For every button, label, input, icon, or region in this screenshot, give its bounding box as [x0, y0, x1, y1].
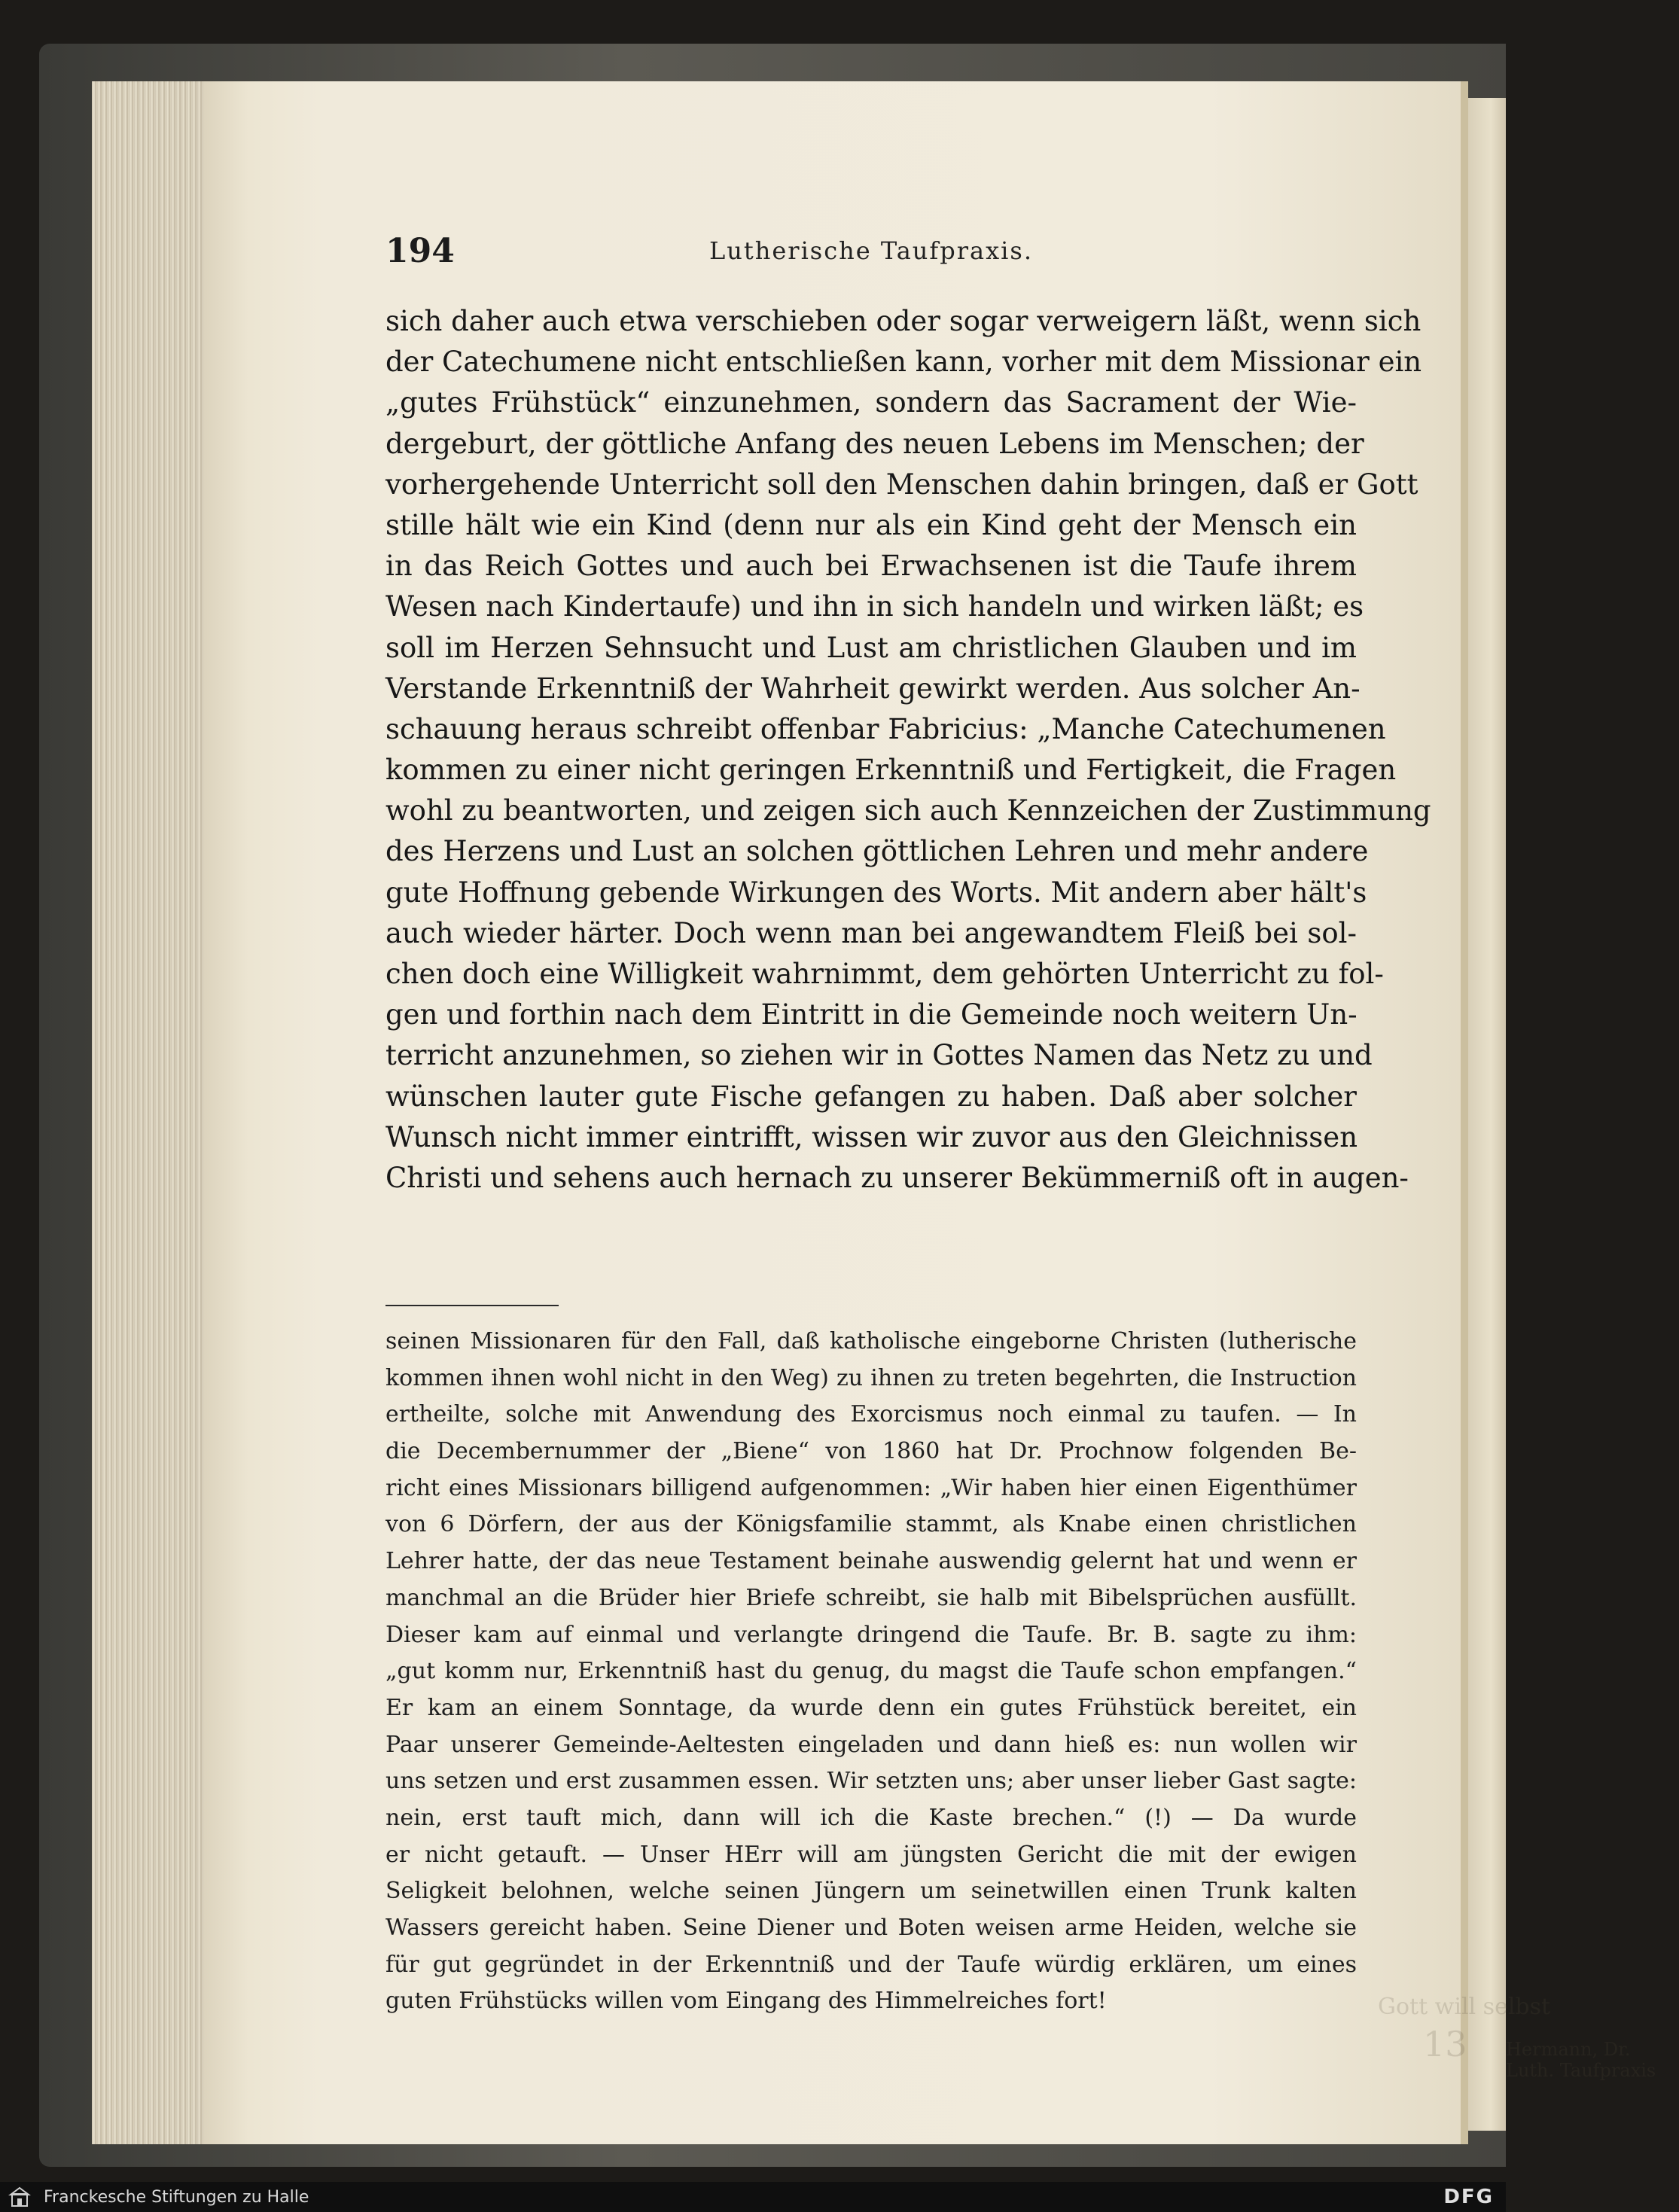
text-line: Wesen nach Kindertaufe) und ihn in sich handeln und wirken läßt; es: [385, 590, 1364, 623]
running-head: [385, 232, 1357, 285]
text-line: für gut gegründet in der Erkenntniß und der Taufe würdig erklären, um eines: [385, 1951, 1357, 1978]
text-line: Wassers gereicht haben. Seine Diener und Boten weisen arme Heiden, welche sie: [385, 1915, 1357, 1941]
text-line: stille hält wie ein Kind (denn nur als ein Kind geht der Mensch ein: [385, 508, 1357, 541]
text-line: wünschen lauter gute Fische gefangen zu haben. Daß aber solcher: [385, 1080, 1357, 1113]
text-line: richt eines Missionars billigend aufgenommen: „Wir haben hier einen Eigenthümer: [385, 1474, 1357, 1501]
text-line: von 6 Dörfern, der aus der Königsfamilie stammt, als Knabe einen christlichen: [385, 1511, 1357, 1538]
text-line: sich daher auch etwa verschieben oder sogar verweigern läßt, wenn sich: [385, 305, 1422, 337]
facing-page-edge: [1468, 98, 1506, 2131]
text-line: ertheilte, solche mit Anwendung des Exorcismus noch einmal zu taufen. — In: [385, 1401, 1357, 1428]
footer-bar: [0, 2182, 1506, 2212]
footnote-text: [385, 1324, 1357, 2020]
text-line: manchmal an die Brüder hier Briefe schreibt, sie halb mit Bibelsprüchen ausfüllt.: [385, 1584, 1357, 1611]
text-line: chen doch eine Willigkeit wahrnimmt, dem gehörten Unterricht zu fol-: [385, 958, 1384, 990]
main-text: [385, 301, 1431, 1199]
text-line: Paar unserer Gemeinde-Aeltesten eingeladen und dann hieß es: nun wollen wir: [385, 1731, 1357, 1758]
institution-name: Franckesche Stiftungen zu Halle: [44, 2188, 309, 2207]
text-line: Verstande Erkenntniß der Wahrheit gewirkt werden. Aus solcher An-: [385, 672, 1361, 705]
text-line: Christi und sehens auch hernach zu unserer Bekümmerniß oft in augen-: [385, 1161, 1409, 1194]
text-line: terricht anzunehmen, so ziehen wir in Gottes Namen das Netz zu und: [385, 1039, 1373, 1072]
bleed-through-line: 13: [1423, 2024, 1467, 2064]
text-line: wohl zu beantworten, und zeigen sich auch Kennzeichen der Zustimmung: [385, 794, 1431, 827]
text-line: vorhergehende Unterricht soll den Menschen dahin bringen, daß er Gott: [385, 468, 1418, 501]
running-title: Lutherische Taufpraxis.: [709, 236, 1033, 265]
text-line: seinen Missionaren für den Fall, daß katholische eingeborne Christen (lutherische: [385, 1328, 1357, 1354]
text-line: in das Reich Gottes und auch bei Erwachsenen ist die Taufe ihrem: [385, 550, 1357, 583]
text-line: des Herzens und Lust an solchen göttlichen Lehren und mehr andere: [385, 835, 1369, 868]
text-line: kommen zu einer nicht geringen Erkenntniß und Fertigkeit, die Fragen: [385, 754, 1397, 787]
text-line: Seligkeit belohnen, welche seinen Jüngern um seinetwillen einen Trunk kalten: [385, 1878, 1357, 1905]
footnote-divider: [385, 1305, 559, 1306]
text-line: gen und forthin nach dem Eintritt in die Gemeinde noch weitern Un-: [385, 998, 1358, 1031]
text-line: gute Hoffnung gebende Wirkungen des Worts. Mit andern aber hält's: [385, 876, 1367, 909]
institution-logo-icon: [9, 2186, 30, 2207]
text-line: soll im Herzen Sehnsucht und Lust am christlichen Glauben und im: [385, 631, 1357, 664]
text-line: „gutes Frühstück“ einzunehmen, sondern das Sacrament der Wie-: [385, 386, 1357, 419]
text-line: er nicht getauft. — Unser HErr will am jüngsten Gericht die mit der ewigen: [385, 1841, 1357, 1868]
text-line: Er kam an einem Sonntage, da wurde denn ein gutes Frühstück bereitet, ein: [385, 1694, 1357, 1721]
text-line: dergeburt, der göttliche Anfang des neuen Lebens im Menschen; der: [385, 427, 1364, 460]
dfg-logo: DFG: [1443, 2186, 1494, 2208]
bleed-through-line: Hermann, Dr. Luth. Taufpraxis: [1506, 2039, 1656, 2081]
page-edges: [92, 81, 212, 2144]
text-line: die Decembernummer der „Biene“ von 1860 hat Dr. Prochnow folgenden Be-: [385, 1438, 1357, 1465]
bleed-through-text: [1333, 1994, 1679, 2084]
text-line: Dieser kam auf einmal und verlangte dringend die Taufe. Br. B. sagte zu ihm:: [385, 1621, 1357, 1648]
text-line: kommen ihnen wohl nicht in den Weg) zu ihnen zu treten begehrten, die Instruction: [385, 1364, 1357, 1391]
text-line: „gut komm nur, Erkenntniß hast du genug, du magst die Taufe schon empfangen.“: [385, 1658, 1357, 1685]
text-line: schauung heraus schreibt offenbar Fabricius: „Manche Catechumenen: [385, 712, 1386, 745]
text-line: nein, erst tauft mich, dann will ich die Kaste brechen.“ (!) — Da wurde: [385, 1804, 1357, 1831]
text-line: guten Frühstücks willen vom Eingang des Himmelreiches fort!: [385, 1988, 1107, 2015]
text-line: uns setzen und erst zusammen essen. Wir setzten uns; aber unser lieber Gast sagte:: [385, 1768, 1357, 1795]
text-line: Wunsch nicht immer eintrifft, wissen wir zuvor aus den Gleichnissen: [385, 1120, 1358, 1153]
text-line: der Catechumene nicht entschließen kann, vorher mit dem Missionar ein: [385, 346, 1422, 379]
text-line: Lehrer hatte, der das neue Testament beinahe auswendig gelernt hat und wenn er: [385, 1548, 1357, 1575]
book-page: [203, 81, 1656, 2144]
text-line: auch wieder härter. Doch wenn man bei angewandtem Fleiß bei sol-: [385, 916, 1357, 949]
page-number: 194: [385, 232, 455, 270]
bleed-through-line: Gott will selbst: [1378, 1994, 1551, 2020]
